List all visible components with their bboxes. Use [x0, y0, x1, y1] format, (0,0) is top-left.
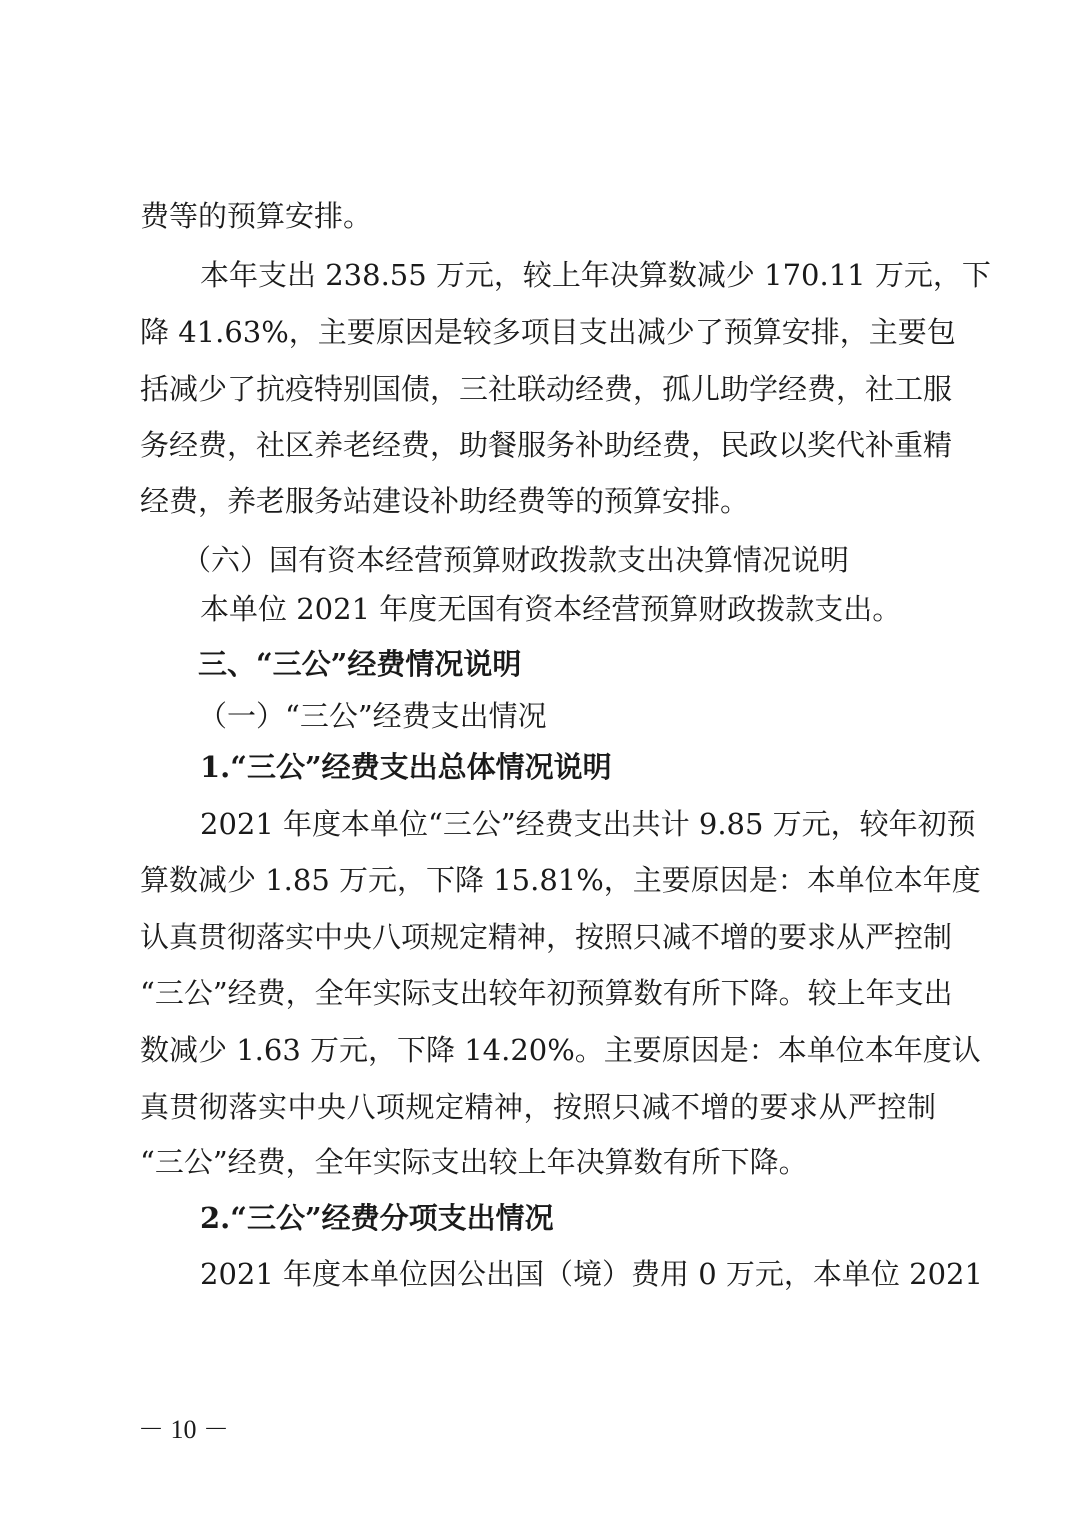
paragraph-line: 降 41.63%，主要原因是较多项目支出减少了预算安排，主要包	[140, 315, 956, 349]
paragraph-line: 认真贯彻落实中央八项规定精神，按照只减不增的要求从严控制	[140, 920, 953, 954]
subsection-heading: 2.“三公”经费分项支出情况	[200, 1201, 554, 1235]
subsection-heading: 1.“三公”经费支出总体情况说明	[200, 750, 612, 784]
paragraph-line: 经费，养老服务站建设补助经费等的预算安排。	[140, 484, 750, 518]
paragraph-line: 数减少 1.63 万元，下降 14.20%。主要原因是：本单位本年度认	[140, 1033, 981, 1067]
paragraph-line: 务经费，社区养老经费，助餐服务补助经费，民政以奖代补重精	[140, 428, 953, 462]
paragraph-line: 本年支出 238.55 万元，较上年决算数减少 170.11 万元，下	[200, 258, 991, 292]
paragraph-line: 算数减少 1.85 万元，下降 15.81%，主要原因是：本单位本年度	[140, 863, 981, 897]
section-heading: （六）国有资本经营预算财政拨款支出决算情况说明	[182, 543, 850, 577]
subsection-heading: （一）“三公”经费支出情况	[198, 699, 547, 733]
paragraph-line: 2021 年度本单位“三公”经费支出共计 9.85 万元，较年初预	[200, 807, 976, 841]
paragraph-line: 本单位 2021 年度无国有资本经营预算财政拨款支出。	[200, 592, 902, 626]
page-number: － 10 －	[138, 1415, 230, 1444]
paragraph-line: “三公”经费，全年实际支出较上年决算数有所下降。	[140, 1145, 808, 1179]
paragraph-line: 括减少了抗疫特别国债，三社联动经费，孤儿助学经费，社工服	[140, 372, 953, 406]
paragraph-line: 费等的预算安排。	[140, 199, 373, 233]
paragraph-line: 2021 年度本单位因公出国（境）费用 0 万元，本单位 2021	[200, 1257, 983, 1291]
paragraph-line: 真贯彻落实中央八项规定精神，按照只减不增的要求从严控制	[140, 1090, 936, 1124]
paragraph-line: “三公”经费，全年实际支出较年初预算数有所下降。较上年支出	[140, 976, 953, 1010]
section-heading: 三、“三公”经费情况说明	[198, 647, 522, 681]
